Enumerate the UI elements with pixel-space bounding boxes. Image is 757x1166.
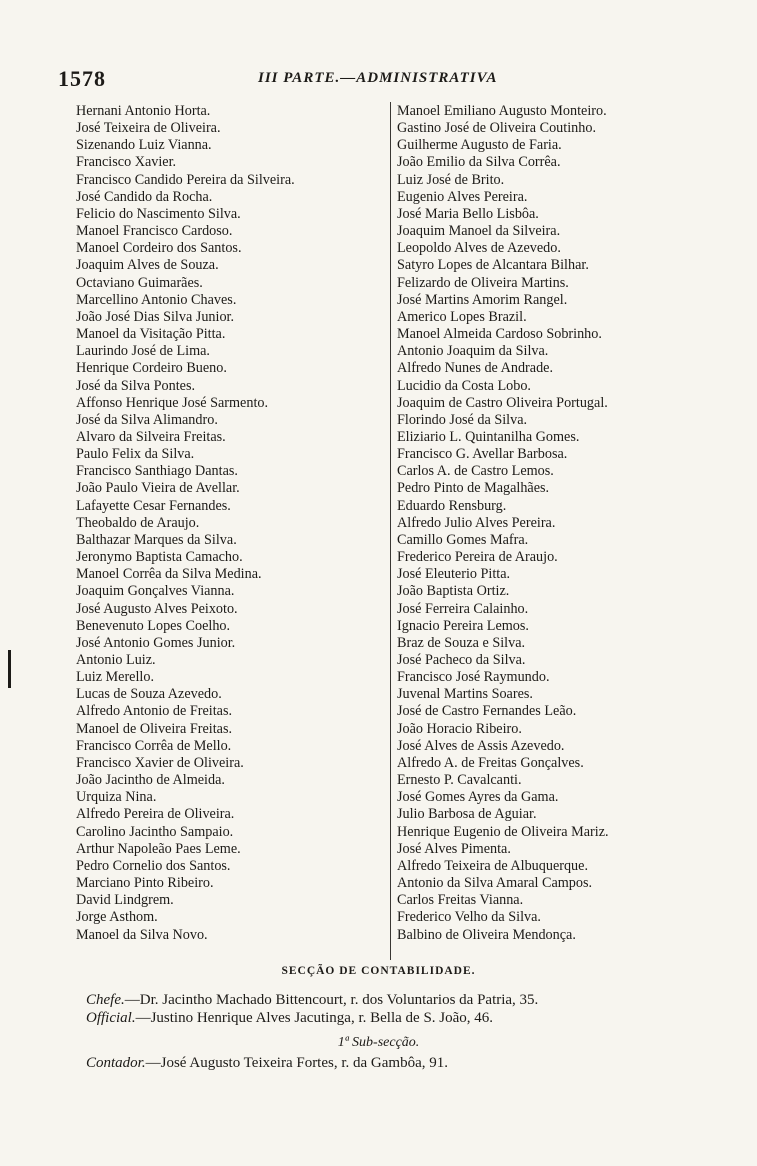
name-entry: Luiz Merello. <box>76 669 155 686</box>
name-entry: José Martins Amorim Rangel. <box>397 291 568 308</box>
name-entry: Manoel Francisco Cardoso. <box>76 223 233 240</box>
name-entry: Alvaro da Silveira Freitas. <box>76 428 226 445</box>
name-entry: Joaquim de Castro Oliveira Portugal. <box>397 394 608 411</box>
name-entry: Francisco José Raymundo. <box>397 669 550 686</box>
name-entry: Marcellino Antonio Chaves. <box>76 291 237 308</box>
name-entry: José da Silva Alimandro. <box>76 411 218 428</box>
name-entry: Felicio do Nascimento Silva. <box>76 205 241 222</box>
name-entry: José Gomes Ayres da Gama. <box>397 789 559 806</box>
name-entry: Francisco G. Avellar Barbosa. <box>397 446 568 463</box>
names-column-right <box>397 103 692 944</box>
section-heading: SECÇÃO DE CONTABILIDADE. <box>281 965 476 977</box>
name-entry: Francisco Corrêa de Mello. <box>76 737 232 754</box>
name-entry: Paulo Felix da Silva. <box>76 446 195 463</box>
name-entry: Alfredo Nunes de Andrade. <box>397 360 554 377</box>
page-number: 1578 <box>58 66 106 91</box>
name-entry: Balbino de Oliveira Mendonça. <box>397 926 576 943</box>
name-entry: Alfredo Julio Alves Pereira. <box>397 514 556 531</box>
name-entry: Manoel Almeida Cardoso Sobrinho. <box>397 326 602 343</box>
name-entry: Antonio Joaquim da Silva. <box>397 343 549 360</box>
name-entry: Antonio Luiz. <box>76 652 156 668</box>
name-entry: Marciano Pinto Ribeiro. <box>76 875 214 892</box>
column-divider <box>390 102 391 960</box>
name-entry: João Jacintho de Almeida. <box>76 772 225 789</box>
chefe-line <box>86 992 538 1009</box>
name-entry: João José Dias Silva Junior. <box>76 308 235 325</box>
names-column-left <box>76 103 381 944</box>
name-entry: Henrique Eugenio de Oliveira Mariz. <box>397 823 609 840</box>
name-entry: Satyro Lopes de Alcantara Bilhar. <box>397 257 589 274</box>
name-entry: Hernani Antonio Horta. <box>76 103 211 119</box>
name-entry: José Augusto Alves Peixoto. <box>76 600 238 617</box>
name-entry: Joaquim Alves de Souza. <box>76 257 219 274</box>
name-entry: Urquiza Nina. <box>76 789 157 806</box>
name-entry: Lucidio da Costa Lobo. <box>397 377 531 394</box>
name-entry: Alfredo Pereira de Oliveira. <box>76 806 235 823</box>
name-entry: Manoel da Silva Novo. <box>76 926 208 943</box>
name-entry: José de Castro Fernandes Leão. <box>397 703 577 720</box>
chefe-role: Chefe. <box>86 992 125 1008</box>
name-entry: João Emilio da Silva Corrêa. <box>397 154 561 171</box>
name-entry: Francisco Xavier. <box>76 154 177 171</box>
name-entry: Theobaldo de Araujo. <box>76 514 200 531</box>
name-entry: Manoel da Visitação Pitta. <box>76 326 226 343</box>
name-entry: João Horacio Ribeiro. <box>397 720 522 737</box>
name-entry: Manoel Corrêa da Silva Medina. <box>76 566 262 583</box>
official-role: Official. <box>86 1010 136 1026</box>
name-entry: Carolino Jacintho Sampaio. <box>76 823 234 840</box>
running-header: III PARTE.—ADMINISTRATIVA <box>258 70 498 86</box>
name-entry: José Candido da Rocha. <box>76 188 213 205</box>
official-line <box>86 1010 493 1027</box>
contador-text: —José Augusto Teixeira Fortes, r. da Gambôa, 91. <box>145 1055 448 1071</box>
name-entry: Laurindo José de Lima. <box>76 343 210 360</box>
name-entry: Carlos Freitas Vianna. <box>397 892 524 909</box>
name-entry: José da Silva Pontes. <box>76 377 196 394</box>
name-entry: Florindo José da Silva. <box>397 411 528 428</box>
name-entry: Felizardo de Oliveira Martins. <box>397 274 569 291</box>
name-entry: José Ferreira Calainho. <box>397 600 529 617</box>
name-entry: Juvenal Martins Soares. <box>397 686 533 703</box>
name-entry: Manoel Cordeiro dos Santos. <box>76 240 242 257</box>
name-entry: Jeronymo Baptista Camacho. <box>76 549 243 566</box>
name-entry: Sizenando Luiz Vianna. <box>76 137 212 154</box>
name-entry: Affonso Henrique José Sarmento. <box>76 394 269 411</box>
name-entry: Francisco Xavier de Oliveira. <box>76 754 244 771</box>
name-entry: Joaquim Manoel da Silveira. <box>397 223 561 240</box>
name-entry: Gastino José de Oliveira Coutinho. <box>397 120 596 137</box>
name-entry: Frederico Pereira de Araujo. <box>397 549 558 566</box>
name-entry: Leopoldo Alves de Azevedo. <box>397 240 561 257</box>
name-entry: Braz de Souza e Silva. <box>397 634 526 651</box>
name-entry: Ignacio Pereira Lemos. <box>397 617 529 634</box>
margin-mark <box>8 650 11 688</box>
subsection-heading: 1ª Sub-secção. <box>337 1035 420 1050</box>
name-entry: Luiz José de Brito. <box>397 171 505 188</box>
chefe-text: —Dr. Jacintho Machado Bittencourt, r. dos Voluntarios da Patria, 35. <box>124 992 539 1008</box>
name-entry: José Maria Bello Lisbôa. <box>397 205 539 222</box>
name-entry: Eliziario L. Quintanilha Gomes. <box>397 428 580 445</box>
name-entry: Benevenuto Lopes Coelho. <box>76 617 231 634</box>
name-entry: Arthur Napoleão Paes Leme. <box>76 840 241 857</box>
name-entry: Lucas de Souza Azevedo. <box>76 686 222 703</box>
name-entry: Octaviano Guimarães. <box>76 274 203 291</box>
name-entry: Henrique Cordeiro Bueno. <box>76 360 227 377</box>
name-entry: Francisco Santhiago Dantas. <box>76 463 238 480</box>
name-entry: Eugenio Alves Pereira. <box>397 188 528 205</box>
name-entry: Pedro Cornelio dos Santos. <box>76 857 231 874</box>
contador-role: Contador. <box>86 1055 146 1071</box>
name-entry: Americo Lopes Brazil. <box>397 308 527 325</box>
name-entry: José Teixeira de Oliveira. <box>76 120 221 137</box>
name-entry: Pedro Pinto de Magalhães. <box>397 480 550 497</box>
name-entry: Manoel Emiliano Augusto Monteiro. <box>397 103 607 119</box>
name-entry: Alfredo A. de Freitas Gonçalves. <box>397 754 584 771</box>
name-entry: David Lindgrem. <box>76 892 174 909</box>
contador-line <box>86 1055 448 1072</box>
name-entry: Jorge Asthom. <box>76 909 158 926</box>
name-entry: Balthazar Marques da Silva. <box>76 531 237 548</box>
name-entry: Camillo Gomes Mafra. <box>397 531 529 548</box>
name-entry: José Alves Pimenta. <box>397 840 511 857</box>
name-entry: José Eleuterio Pitta. <box>397 566 511 583</box>
name-entry: Guilherme Augusto de Faria. <box>397 137 562 154</box>
name-entry: Carlos A. de Castro Lemos. <box>397 463 554 480</box>
name-entry: Joaquim Gonçalves Vianna. <box>76 583 235 600</box>
name-entry: Frederico Velho da Silva. <box>397 909 541 926</box>
name-entry: Julio Barbosa de Aguiar. <box>397 806 537 823</box>
name-entry: Manoel de Oliveira Freitas. <box>76 720 233 737</box>
name-entry: Francisco Candido Pereira da Silveira. <box>76 171 295 188</box>
name-entry: José Pacheco da Silva. <box>397 652 526 668</box>
name-entry: João Baptista Ortiz. <box>397 583 510 600</box>
name-entry: Alfredo Teixeira de Albuquerque. <box>397 857 588 874</box>
name-entry: Alfredo Antonio de Freitas. <box>76 703 233 720</box>
name-entry: Antonio da Silva Amaral Campos. <box>397 875 593 892</box>
name-entry: Lafayette Cesar Fernandes. <box>76 497 231 514</box>
official-text: —Justino Henrique Alves Jacutinga, r. Bella de S. João, 46. <box>135 1010 494 1026</box>
name-entry: Eduardo Rensburg. <box>397 497 507 514</box>
name-entry: João Paulo Vieira de Avellar. <box>76 480 240 497</box>
name-entry: José Antonio Gomes Junior. <box>76 634 236 651</box>
name-entry: José Alves de Assis Azevedo. <box>397 737 565 754</box>
name-entry: Ernesto P. Cavalcanti. <box>397 772 522 789</box>
